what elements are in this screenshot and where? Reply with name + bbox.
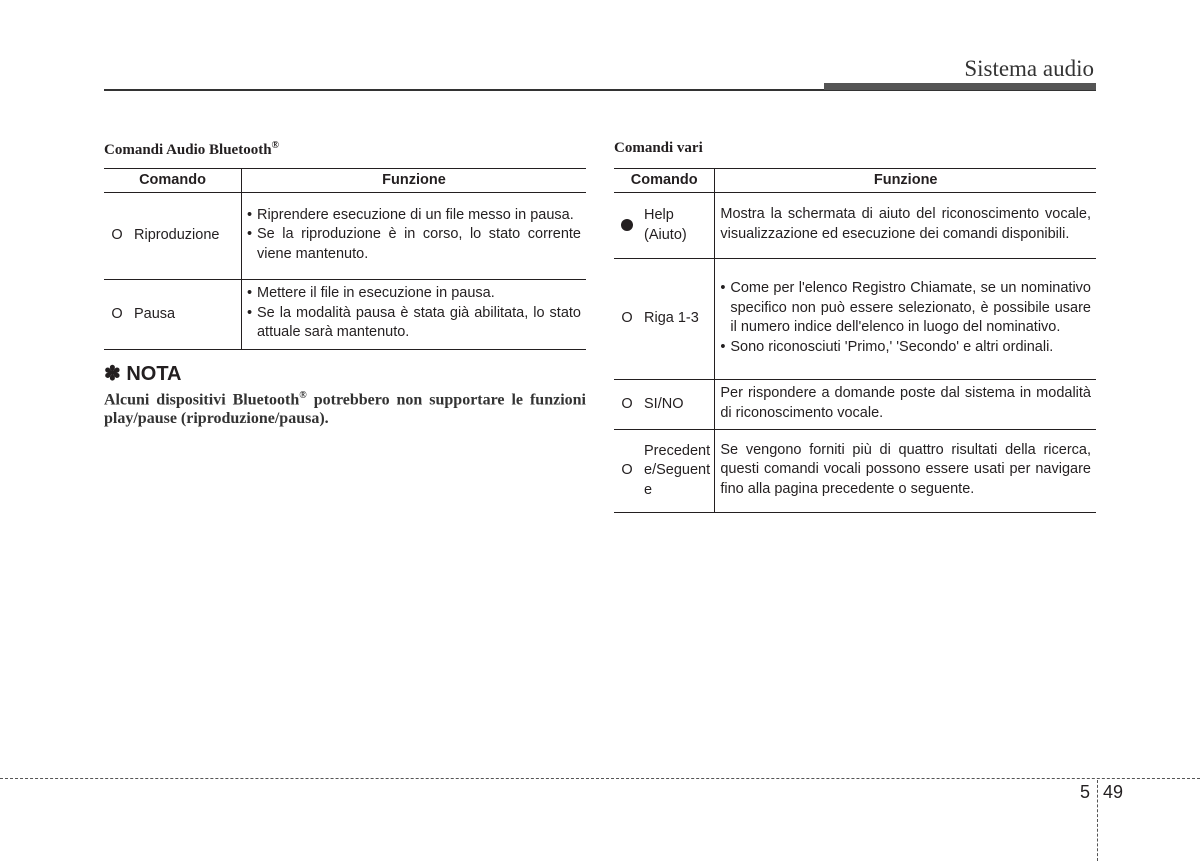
bullet-glyph: • <box>246 206 253 223</box>
asterisk-icon: ✽ <box>104 363 121 385</box>
column-header-function: Funzione <box>715 169 1096 193</box>
bullet-text: Se la modalità pausa è stata già abilitata, lo stato attuale sarà mantenuto. <box>256 304 581 341</box>
bullet-item <box>247 225 581 264</box>
header-accent-bar <box>824 83 1096 90</box>
bullet-text: Come per l'elenco Registro Chiamate, se un nominativo specifico non può essere selezionato, è possibile usare il numero indice dell'elenco in luogo del nominativo. <box>730 280 1091 335</box>
column-header-command: Comando <box>104 169 241 193</box>
table-header-row <box>104 169 586 193</box>
row-symbol <box>614 193 640 259</box>
page-number: 49 <box>1103 782 1124 802</box>
note-text-before: Alcuni dispositivi Bluetooth <box>104 391 300 409</box>
footer-divider <box>0 778 1200 779</box>
column-header-command: Comando <box>614 169 715 193</box>
note-text-after: potrebbero non supportare le funzioni play/pause (riproduzione/pausa). <box>104 391 586 428</box>
bullet-text: Se la riproduzione è in corso, lo stato corrente viene mantenuto. <box>256 226 581 262</box>
registered-mark: ® <box>299 390 307 401</box>
table-row <box>614 430 1096 513</box>
note-title <box>104 361 182 386</box>
misc-commands-heading: Comandi vari <box>614 140 703 156</box>
row-command: Riga 1-3 <box>640 259 715 380</box>
row-symbol: O <box>614 380 640 430</box>
registered-mark: ® <box>271 140 280 151</box>
bullet-glyph: • <box>246 285 253 302</box>
bullet-glyph: • <box>720 338 726 355</box>
bullet-item <box>247 304 581 343</box>
bluetooth-audio-heading <box>104 140 279 159</box>
row-function: Se vengono forniti più di quattro risultati della ricerca, questi comandi vocali possono essere usati per navigare fino alla pagina precedente o seguente. <box>715 430 1096 513</box>
bluetooth-audio-heading-text: Comandi Audio Bluetooth <box>104 142 272 158</box>
bullet-item <box>720 279 1091 338</box>
bullet-text: Mettere il file in esecuzione in pausa. <box>256 285 495 302</box>
row-command: Riproduzione <box>130 193 241 280</box>
row-command: SI/NO <box>640 380 715 430</box>
row-function <box>241 193 586 280</box>
footer-vertical-divider <box>1097 780 1098 861</box>
bullet-item <box>720 338 1091 358</box>
bullet-item <box>247 284 581 304</box>
row-function <box>241 280 586 350</box>
bluetooth-audio-table <box>104 168 586 350</box>
misc-commands-table <box>614 168 1096 513</box>
function-bullet-list <box>720 279 1091 357</box>
row-function: Mostra la schermata di aiuto del riconoscimento vocale, visualizzazione ed esecuzione dei comandi disponibili. <box>715 193 1096 259</box>
table-row <box>104 280 586 350</box>
column-header-function: Funzione <box>241 169 586 193</box>
function-bullet-list <box>247 284 581 343</box>
page-header-title: Sistema audio <box>964 56 1094 81</box>
bullet-glyph: • <box>246 304 253 321</box>
note-body <box>104 386 586 428</box>
note-title-text: NOTA <box>126 363 182 385</box>
row-command: Precedente/Seguente <box>640 430 715 513</box>
chapter-number: 5 <box>1080 782 1091 802</box>
function-bullet-list <box>247 206 581 265</box>
row-function: Per rispondere a domande poste dal sistema in modalità di riconoscimento vocale. <box>715 380 1096 430</box>
row-function <box>715 259 1096 380</box>
table-row <box>614 193 1096 259</box>
row-symbol: O <box>104 193 130 280</box>
bullet-glyph: • <box>720 280 726 296</box>
bullet-glyph: • <box>246 226 253 243</box>
table-row <box>104 193 586 280</box>
bullet-text: Riprendere esecuzione di un file messo in pausa. <box>256 206 574 223</box>
row-symbol: O <box>614 259 640 380</box>
row-command: Pausa <box>130 280 241 350</box>
row-command: Help (Aiuto) <box>640 193 715 259</box>
filled-circle-icon <box>621 219 633 231</box>
table-header-row <box>614 169 1096 193</box>
table-row <box>614 259 1096 380</box>
bullet-text: Sono riconosciuti 'Primo,' 'Secondo' e altri ordinali. <box>730 338 1054 355</box>
bullet-item <box>247 206 581 226</box>
table-row <box>614 380 1096 430</box>
row-symbol: O <box>614 430 640 513</box>
row-symbol: O <box>104 280 130 350</box>
